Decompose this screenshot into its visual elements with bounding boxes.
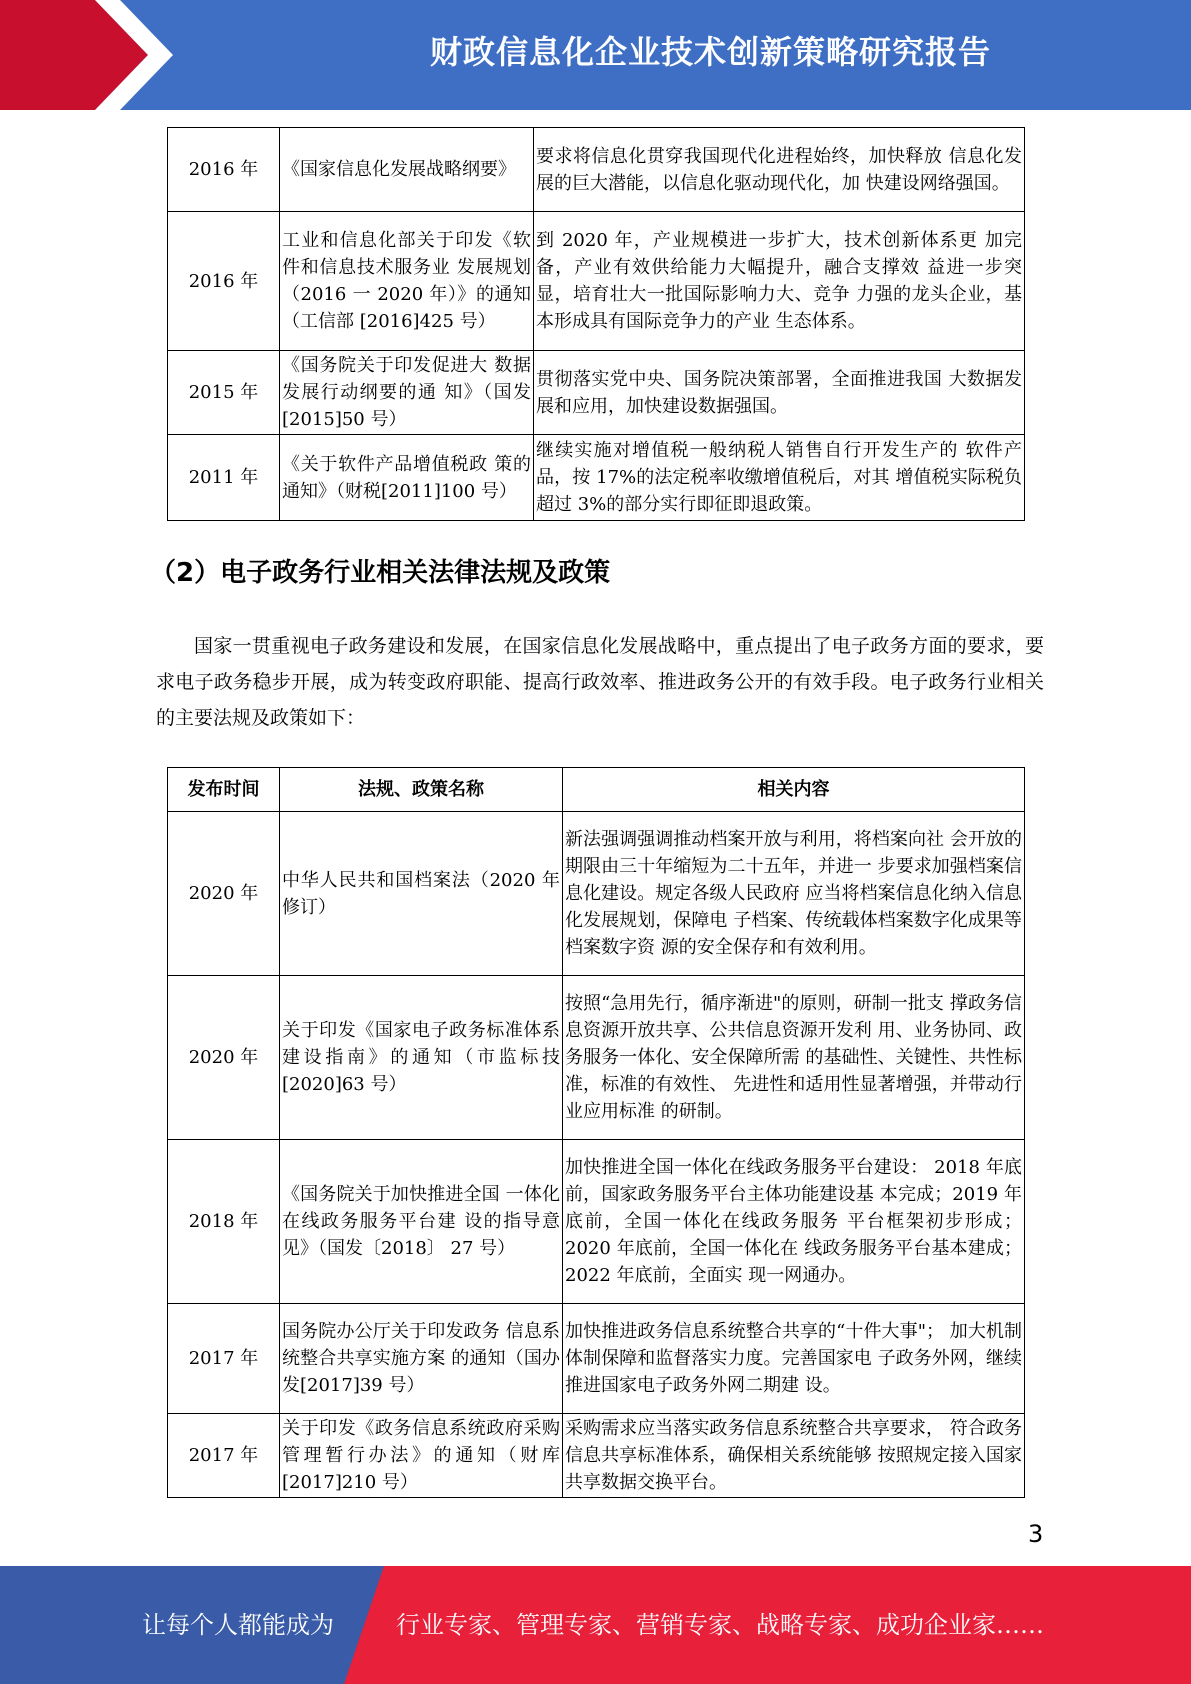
table-cell-content: 继续实施对增值税一般纳税人销售自行开发生产的 软件产品，按 17%的法定税率收缴增值税后，对其 增值税实际税负超过 3%的部分实行即征即退政策。 <box>534 435 1025 521</box>
column-header-name: 法规、政策名称 <box>280 768 563 812</box>
footer-slogan-left: 让每个人都能成为 <box>142 1611 334 1639</box>
table-cell-year: 2017 年 <box>168 1304 280 1414</box>
table-row <box>168 1414 1025 1498</box>
footer-slogan-right: 行业专家、管理专家、营销专家、战略专家、成功企业家…… <box>396 1611 1044 1639</box>
table-cell-name: 《关于软件产品增值税政 策的通知》（财税[2011]100 号） <box>280 435 534 521</box>
page-header <box>0 0 1191 110</box>
header-title: 财政信息化企业技术创新策略研究报告 <box>429 33 991 71</box>
table-cell-name: 《国务院关于印发促进大 数据发展行动纲要的通 知》（国发[2015]50 号） <box>280 351 534 435</box>
column-header-date: 发布时间 <box>168 768 280 812</box>
table-row <box>168 212 1025 351</box>
policy-table-2 <box>167 767 1025 1498</box>
table-cell-year: 2016 年 <box>168 128 280 212</box>
table-cell-year: 2015 年 <box>168 351 280 435</box>
table-cell-name: 工业和信息化部关于印发《软件和信息技术服务业 发展规划（2016 一 2020 年）》的通知（工信部 [2016]425 号） <box>280 212 534 351</box>
table-header-row <box>168 768 1025 812</box>
column-header-content: 相关内容 <box>563 768 1025 812</box>
table-cell-year: 2016 年 <box>168 212 280 351</box>
table-cell-name: 关于印发《国家电子政务标准体系建设指南》的通知（市监标技[2020]63 号） <box>280 976 563 1140</box>
table-row <box>168 1304 1025 1414</box>
table-row <box>168 812 1025 976</box>
table-cell-name: 国务院办公厅关于印发政务 信息系统整合共享实施方案 的通知（国办发[2017]39 号） <box>280 1304 563 1414</box>
table-cell-name: 《国家信息化发展战略纲要》 <box>280 128 534 212</box>
table-cell-content: 新法强调强调推动档案开放与利用，将档案向社 会开放的期限由三十年缩短为二十五年，并进一 步要求加强档案信息化建设。规定各级人民政府 应当将档案信息化纳入信息化发展规划，保障电 子档案、传统载体档案数字化成果等档案数字资 源的安全保存和有效利用。 <box>563 812 1025 976</box>
table-cell-year: 2020 年 <box>168 976 280 1140</box>
table-cell-content: 到 2020 年，产业规模进一步扩大，技术创新体系更 加完备，产业有效供给能力大幅提升，融合支撑效 益进一步突显，培育壮大一批国际影响力大、竞争 力强的龙头企业，基本形成具有国际竞争力的产业 生态体系。 <box>534 212 1025 351</box>
table-cell-content: 按照“急用先行，循序渐进"的原则，研制一批支 撑政务信息资源开放共享、公共信息资源开发利 用、业务协同、政务服务一体化、安全保障所需 的基础性、关键性、共性标准，标准的有效性、 先进性和适用性显著增强，并带动行业应用标准 的研制。 <box>563 976 1025 1140</box>
page-footer <box>0 1566 1191 1684</box>
table-cell-content: 加快推进全国一体化在线政务服务平台建设： 2018 年底前，国家政务服务平台主体功能建设基 本完成；2019 年底前，全国一体化在线政务服务 平台框架初步形成；2020 年底前，全国一体化在 线政务服务平台基本建成；2022 年底前，全面实 现一网通办。 <box>563 1140 1025 1304</box>
table-cell-year: 2018 年 <box>168 1140 280 1304</box>
table-row <box>168 435 1025 521</box>
page-number: 3 <box>1028 1520 1044 1548</box>
table-cell-year: 2020 年 <box>168 812 280 976</box>
table-cell-content: 加快推进政务信息系统整合共享的“十件大事"； 加大机制体制保障和监督落实力度。完善国家电 子政务外网，继续推进国家电子政务外网二期建 设。 <box>563 1304 1025 1414</box>
table-cell-content: 贯彻落实党中央、国务院决策部署，全面推进我国 大数据发展和应用，加快建设数据强国。 <box>534 351 1025 435</box>
table-cell-year: 2017 年 <box>168 1414 280 1498</box>
table-cell-year: 2011 年 <box>168 435 280 521</box>
policy-table-1 <box>167 127 1025 521</box>
table-cell-name: 关于印发《政务信息系统政府采购管理暂行办法》的通知（财库[2017]210 号） <box>280 1414 563 1498</box>
table-cell-content: 采购需求应当落实政务信息系统整合共享要求， 符合政务信息共享标准体系，确保相关系统能够 按照规定接入国家共享数据交换平台。 <box>563 1414 1025 1498</box>
table-row <box>168 351 1025 435</box>
table-row <box>168 1140 1025 1304</box>
table-row <box>168 128 1025 212</box>
table-cell-name: 中华人民共和国档案法（2020 年修订） <box>280 812 563 976</box>
table-cell-content: 要求将信息化贯穿我国现代化进程始终，加快释放 信息化发展的巨大潜能，以信息化驱动现代化，加 快建设网络强国。 <box>534 128 1025 212</box>
table-cell-name: 《国务院关于加快推进全国 一体化在线政务服务平台建 设的指导意见》（国发〔2018〕 27 号） <box>280 1140 563 1304</box>
table-row <box>168 976 1025 1140</box>
section-intro-paragraph: 国家一贯重视电子政务建设和发展，在国家信息化发展战略中，重点提出了电子政务方面的要求，要求电子政务稳步开展，成为转变政府职能、提高行政效率、推进政务公开的有效手段。电子政务行业相关的主要法规及政策如下： <box>156 635 1044 729</box>
section-heading: （2）电子政务行业相关法律法规及政策 <box>150 558 611 588</box>
